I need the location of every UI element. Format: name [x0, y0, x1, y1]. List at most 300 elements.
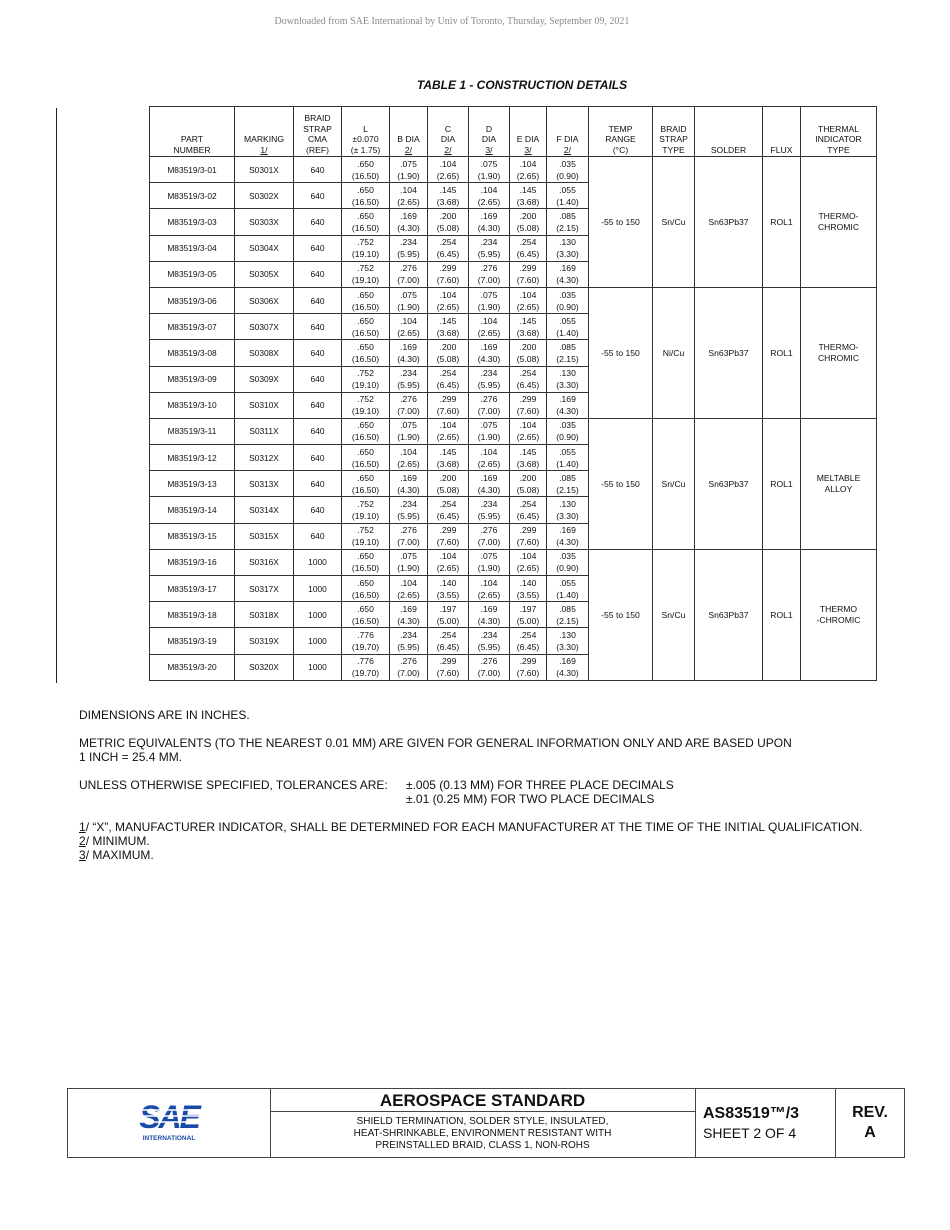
dim-value: .299 — [519, 525, 537, 536]
note-dimensions: DIMENSIONS ARE IN INCHES. — [79, 708, 250, 722]
dim-value: .104 — [400, 184, 417, 195]
dim-b-cell — [390, 576, 428, 602]
dim-l-cell — [342, 628, 390, 654]
dim-value: (1.40) — [556, 458, 579, 469]
table-header-row — [150, 107, 877, 157]
dim-value: .200 — [519, 341, 537, 352]
part-number-cell: M83519/3-08 — [150, 340, 235, 366]
sae-logo — [68, 1089, 270, 1157]
footnote-3 — [79, 848, 862, 862]
dim-value: (19.10) — [351, 275, 380, 286]
header-line: E DIA — [516, 134, 540, 144]
header-line: TEMP — [608, 123, 633, 134]
dim-value: (6.45) — [436, 249, 460, 260]
dim-value: (2.15) — [556, 615, 579, 626]
header-line: STRAP — [303, 123, 332, 134]
standard-type: AEROSPACE STANDARD — [270, 1089, 695, 1112]
temp-range-cell: -55 to 150 — [589, 549, 653, 680]
marking-cell: S0304X — [235, 235, 294, 261]
header-solder: SOLDER — [695, 107, 763, 157]
dim-value: .650 — [357, 184, 374, 195]
dim-d-cell — [469, 157, 510, 183]
dim-value: .055 — [559, 577, 576, 588]
dim-value: .055 — [559, 315, 576, 326]
dim-value: .085 — [559, 603, 576, 614]
header-line: 3/ — [524, 144, 532, 155]
header-line: ±0.070 — [352, 134, 379, 144]
dim-value: .075 — [480, 158, 498, 169]
dim-value: (6.45) — [516, 641, 540, 652]
dim-value: .776 — [357, 629, 374, 640]
header-line: THERMAL — [817, 123, 860, 134]
dim-c-cell — [428, 314, 469, 340]
header-line: (± 1.75) — [350, 144, 381, 155]
dim-l-cell — [342, 523, 390, 549]
braid-cma-cell: 1000 — [294, 576, 342, 602]
dim-value: .169 — [559, 263, 576, 274]
dim-c-cell — [428, 287, 469, 313]
header-line: TYPE — [827, 144, 850, 155]
dim-b-cell — [390, 523, 428, 549]
dim-f-cell — [547, 392, 589, 418]
dim-value: .055 — [559, 446, 576, 457]
dim-value: (7.60) — [516, 668, 540, 679]
group-line: ALLOY — [824, 483, 853, 494]
dim-e-cell — [510, 628, 547, 654]
braid-type-cell: Ni/Cu — [653, 287, 695, 418]
dim-value: (7.00) — [397, 275, 420, 286]
marking-cell: S0308X — [235, 340, 294, 366]
dim-value: (4.30) — [556, 668, 579, 679]
marking-cell: S0317X — [235, 576, 294, 602]
thermal-indicator-cell — [801, 418, 877, 549]
footnote-1 — [79, 820, 862, 834]
dim-c-cell — [428, 497, 469, 523]
dim-value: .145 — [519, 446, 537, 457]
dim-value: (2.65) — [516, 301, 540, 312]
dim-l-cell — [342, 183, 390, 209]
dim-l-cell — [342, 340, 390, 366]
dim-value: .752 — [357, 499, 374, 510]
dim-f-cell — [547, 209, 589, 235]
dim-value: .276 — [400, 394, 417, 405]
part-number-cell: M83519/3-03 — [150, 209, 235, 235]
header-line: BRAID — [660, 123, 687, 134]
construction-details-table — [149, 106, 877, 681]
dim-f-cell — [547, 340, 589, 366]
dim-value: (3.68) — [436, 458, 460, 469]
sheet-number: SHEET 2 OF 4 — [703, 1125, 797, 1141]
dim-value: .650 — [357, 315, 374, 326]
dim-l-cell — [342, 209, 390, 235]
header-b-dia — [390, 107, 428, 157]
dim-value: .085 — [559, 210, 576, 221]
note-metric-line-1: METRIC EQUIVALENTS (TO THE NEAREST 0.01 MM) ARE GIVEN FOR GENERAL INFORMATION ONLY AND ARE BASED UPON — [79, 736, 792, 750]
dim-e-cell — [510, 287, 547, 313]
dim-value: (19.10) — [351, 537, 380, 548]
dim-value: .254 — [439, 237, 457, 248]
dim-value: .169 — [400, 603, 417, 614]
dim-value: .169 — [480, 603, 498, 614]
dim-b-cell — [390, 183, 428, 209]
dim-d-cell — [469, 445, 510, 471]
dim-l-cell — [342, 576, 390, 602]
dim-f-cell — [547, 471, 589, 497]
dim-value: (5.95) — [477, 249, 501, 260]
dim-d-cell — [469, 340, 510, 366]
group-line: MELTABLE — [816, 473, 861, 484]
dim-f-cell — [547, 157, 589, 183]
dim-value: (2.65) — [397, 458, 420, 469]
temp-range-cell: -55 to 150 — [589, 287, 653, 418]
dim-value: (2.15) — [556, 484, 579, 495]
dim-value: .254 — [439, 629, 457, 640]
dim-e-cell — [510, 209, 547, 235]
tolerance-three-place: ±.005 (0.13 MM) FOR THREE PLACE DECIMALS — [406, 778, 674, 792]
part-number-cell: M83519/3-07 — [150, 314, 235, 340]
dim-value: .085 — [559, 341, 576, 352]
dim-value: (16.50) — [351, 615, 380, 626]
dim-value: .254 — [519, 499, 537, 510]
dim-value: (2.65) — [516, 563, 540, 574]
dim-value: (16.50) — [351, 196, 380, 207]
dim-value: .169 — [559, 656, 576, 667]
dim-value: .075 — [400, 158, 417, 169]
dim-value: (3.68) — [436, 196, 460, 207]
dim-value: (4.30) — [556, 537, 579, 548]
dim-value: .104 — [400, 446, 417, 457]
dim-value: (0.90) — [556, 301, 579, 312]
flux-cell: ROL1 — [763, 157, 801, 288]
dim-d-cell — [469, 549, 510, 575]
dim-value: (4.30) — [556, 275, 579, 286]
dim-b-cell — [390, 445, 428, 471]
dim-e-cell — [510, 340, 547, 366]
dim-f-cell — [547, 576, 589, 602]
temp-range-cell: -55 to 150 — [589, 157, 653, 288]
part-number-cell: M83519/3-06 — [150, 287, 235, 313]
sae-logo-text: SAE — [139, 1099, 199, 1135]
dim-value: (5.08) — [436, 484, 460, 495]
dim-value: .299 — [439, 394, 457, 405]
braid-cma-cell: 640 — [294, 523, 342, 549]
header-line: TYPE — [662, 144, 685, 155]
header-part-number — [150, 107, 235, 157]
dim-value: (5.95) — [397, 249, 420, 260]
dim-f-cell — [547, 261, 589, 287]
dim-value: .145 — [439, 446, 457, 457]
dim-l-cell — [342, 261, 390, 287]
braid-cma-cell: 640 — [294, 392, 342, 418]
dim-value: .234 — [480, 499, 498, 510]
part-number-cell: M83519/3-11 — [150, 418, 235, 444]
dim-value: (7.00) — [477, 668, 501, 679]
dim-value: (6.45) — [436, 511, 460, 522]
braid-cma-cell: 640 — [294, 235, 342, 261]
dim-value: (16.50) — [351, 589, 380, 600]
braid-cma-cell: 1000 — [294, 628, 342, 654]
marking-cell: S0301X — [235, 157, 294, 183]
dim-value: .130 — [559, 499, 576, 510]
download-note: Downloaded from SAE International by Univ of Toronto, Thursday, September 09, 2021 — [274, 16, 630, 27]
marking-cell: S0307X — [235, 314, 294, 340]
dim-value: .104 — [519, 420, 537, 431]
dim-value: .197 — [519, 603, 537, 614]
dim-l-cell — [342, 235, 390, 261]
header-line: D — [485, 123, 493, 134]
dim-e-cell — [510, 602, 547, 628]
dim-value: .200 — [439, 472, 457, 483]
braid-cma-cell: 640 — [294, 157, 342, 183]
dim-value: (5.00) — [516, 615, 540, 626]
braid-cma-cell: 640 — [294, 261, 342, 287]
dim-l-cell — [342, 602, 390, 628]
part-number-cell: M83519/3-19 — [150, 628, 235, 654]
dim-value: (1.90) — [477, 301, 501, 312]
dim-value: (7.00) — [397, 406, 420, 417]
group-line: -CHROMIC — [816, 614, 861, 625]
marking-cell: S0313X — [235, 471, 294, 497]
dim-f-cell — [547, 549, 589, 575]
dim-e-cell — [510, 523, 547, 549]
dim-value: .169 — [480, 210, 498, 221]
dim-value: .169 — [400, 210, 417, 221]
part-number-cell: M83519/3-14 — [150, 497, 235, 523]
braid-type-cell: Sn/Cu — [653, 418, 695, 549]
dim-d-cell — [469, 314, 510, 340]
dim-value: (16.50) — [351, 458, 380, 469]
dim-b-cell — [390, 287, 428, 313]
flux-cell: ROL1 — [763, 418, 801, 549]
dim-value: .035 — [559, 420, 576, 431]
dim-value: (2.65) — [397, 589, 420, 600]
solder-cell: Sn63Pb37 — [695, 287, 763, 418]
dim-value: .145 — [519, 315, 537, 326]
dim-value: .650 — [357, 577, 374, 588]
footnote-2-mark: 2 — [79, 834, 86, 848]
dim-d-cell — [469, 497, 510, 523]
dim-value: (4.30) — [556, 406, 579, 417]
dim-value: (5.95) — [477, 511, 501, 522]
dim-value: (16.50) — [351, 327, 380, 338]
dim-l-cell — [342, 314, 390, 340]
part-number-cell: M83519/3-10 — [150, 392, 235, 418]
dim-value: (7.60) — [516, 406, 540, 417]
dim-e-cell — [510, 261, 547, 287]
dim-value: (5.08) — [436, 353, 460, 364]
header-line: RANGE — [605, 134, 636, 144]
dim-value: (7.00) — [397, 668, 420, 679]
dim-f-cell — [547, 654, 589, 680]
dim-value: (2.65) — [477, 589, 501, 600]
header-braid-type — [653, 107, 695, 157]
dim-value: .752 — [357, 237, 374, 248]
dim-value: (0.90) — [556, 563, 579, 574]
dim-c-cell — [428, 418, 469, 444]
part-number-cell: M83519/3-05 — [150, 261, 235, 287]
dim-c-cell — [428, 366, 469, 392]
dim-value: .140 — [519, 577, 537, 588]
dim-value: .075 — [480, 551, 498, 562]
dim-value: .276 — [480, 394, 498, 405]
header-braid-cma — [294, 107, 342, 157]
braid-cma-cell: 640 — [294, 340, 342, 366]
dim-b-cell — [390, 314, 428, 340]
dim-e-cell — [510, 471, 547, 497]
table-row — [150, 157, 877, 183]
dim-value: .104 — [439, 289, 457, 300]
dim-value: .035 — [559, 158, 576, 169]
braid-cma-cell: 1000 — [294, 602, 342, 628]
tolerance-label: UNLESS OTHERWISE SPECIFIED, TOLERANCES ARE: — [79, 778, 388, 792]
footnote-2 — [79, 834, 862, 848]
dim-value: .299 — [519, 656, 537, 667]
dim-value: .169 — [480, 472, 498, 483]
dim-value: (6.45) — [516, 380, 540, 391]
dim-f-cell — [547, 628, 589, 654]
dim-value: (16.50) — [351, 484, 380, 495]
thermal-indicator-cell — [801, 549, 877, 680]
dim-value: .197 — [439, 603, 457, 614]
marking-cell: S0311X — [235, 418, 294, 444]
dim-e-cell — [510, 418, 547, 444]
dim-c-cell — [428, 654, 469, 680]
revision-margin-bar — [56, 108, 57, 683]
dim-value: (3.68) — [516, 327, 540, 338]
solder-cell: Sn63Pb37 — [695, 157, 763, 288]
dim-c-cell — [428, 523, 469, 549]
dim-value: .035 — [559, 289, 576, 300]
dim-value: (19.10) — [351, 406, 380, 417]
footnote-1-mark: 1 — [79, 820, 86, 834]
dim-value: (3.68) — [516, 196, 540, 207]
dim-l-cell — [342, 445, 390, 471]
dim-value: .650 — [357, 446, 374, 457]
dim-value: .752 — [357, 394, 374, 405]
dim-value: (1.90) — [397, 170, 420, 181]
marking-cell: S0314X — [235, 497, 294, 523]
dim-f-cell — [547, 602, 589, 628]
footnote-1-text: / “X”, MANUFACTURER INDICATOR, SHALL BE DETERMINED FOR EACH MANUFACTURER AT THE TIME OF THE INITIAL QUALIFICATION. — [85, 820, 863, 834]
dim-value: (4.30) — [477, 484, 501, 495]
dim-value: .299 — [519, 263, 537, 274]
dim-value: .650 — [357, 158, 374, 169]
dim-value: (7.00) — [477, 406, 501, 417]
dim-value: (6.45) — [516, 249, 540, 260]
dim-value: (5.08) — [516, 484, 540, 495]
dim-value: .234 — [400, 499, 417, 510]
part-number-cell: M83519/3-01 — [150, 157, 235, 183]
dim-value: .169 — [559, 394, 576, 405]
header-flux: FLUX — [763, 107, 801, 157]
header-line: (REF) — [306, 144, 329, 155]
document-title — [270, 1112, 695, 1152]
dim-value: .752 — [357, 263, 374, 274]
dim-e-cell — [510, 392, 547, 418]
dim-value: .130 — [559, 368, 576, 379]
dim-value: (5.08) — [436, 222, 460, 233]
dim-value: .254 — [519, 237, 537, 248]
header-l — [342, 107, 390, 157]
header-line: BRAID — [304, 113, 331, 123]
dim-value: .299 — [519, 394, 537, 405]
dim-value: .752 — [357, 525, 374, 536]
marking-cell: S0302X — [235, 183, 294, 209]
braid-cma-cell: 640 — [294, 471, 342, 497]
dim-l-cell — [342, 157, 390, 183]
header-line: 2/ — [444, 144, 452, 155]
dim-value: .752 — [357, 368, 374, 379]
dim-value: .276 — [480, 525, 498, 536]
dim-value: .276 — [400, 656, 417, 667]
dim-b-cell — [390, 157, 428, 183]
dim-value: (0.90) — [556, 432, 579, 443]
dim-value: (7.60) — [436, 275, 460, 286]
general-notes — [79, 708, 862, 862]
dim-value: .169 — [559, 525, 576, 536]
dim-value: .130 — [559, 237, 576, 248]
footnote-3-mark: 3 — [79, 848, 86, 862]
dim-value: (7.60) — [436, 537, 460, 548]
document-title-line-1: SHIELD TERMINATION, SOLDER STYLE, INSULATED, — [356, 1116, 609, 1127]
dim-value: (5.95) — [397, 380, 420, 391]
dim-e-cell — [510, 654, 547, 680]
dim-value: (4.30) — [397, 615, 420, 626]
dim-b-cell — [390, 628, 428, 654]
dim-c-cell — [428, 261, 469, 287]
table-row — [150, 549, 877, 575]
group-line: THERMO- — [818, 211, 859, 222]
dim-value: .140 — [439, 577, 457, 588]
dim-value: (4.30) — [477, 222, 501, 233]
flux-cell: ROL1 — [763, 549, 801, 680]
dim-value: (3.30) — [556, 511, 579, 522]
sae-logo-subtext: INTERNATIONAL — [142, 1135, 196, 1142]
dim-value: .104 — [480, 446, 498, 457]
part-number-cell: M83519/3-20 — [150, 654, 235, 680]
table-title: TABLE 1 - CONSTRUCTION DETAILS — [416, 78, 628, 92]
part-number-cell: M83519/3-09 — [150, 366, 235, 392]
dim-value: (2.65) — [516, 432, 540, 443]
dim-value: .104 — [519, 289, 537, 300]
dim-value: .169 — [480, 341, 498, 352]
dim-value: .075 — [480, 420, 498, 431]
dim-e-cell — [510, 366, 547, 392]
dim-value: .169 — [400, 472, 417, 483]
dim-value: (3.68) — [516, 458, 540, 469]
solder-cell: Sn63Pb37 — [695, 549, 763, 680]
dim-value: .650 — [357, 551, 374, 562]
part-number-cell: M83519/3-04 — [150, 235, 235, 261]
dim-value: .075 — [400, 551, 417, 562]
header-thermal-indicator — [801, 107, 877, 157]
dim-value: (7.60) — [436, 406, 460, 417]
dim-value: (16.50) — [351, 222, 380, 233]
dim-value: (2.65) — [397, 196, 420, 207]
braid-cma-cell: 1000 — [294, 549, 342, 575]
dim-l-cell — [342, 287, 390, 313]
dim-value: (16.50) — [351, 432, 380, 443]
footnote-2-text: / MINIMUM. — [85, 834, 150, 848]
dim-value: (1.40) — [556, 196, 579, 207]
dim-d-cell — [469, 523, 510, 549]
header-line: DIA — [481, 134, 497, 144]
dim-value: .200 — [519, 210, 537, 221]
marking-cell: S0318X — [235, 602, 294, 628]
dim-d-cell — [469, 602, 510, 628]
header-temp-range — [589, 107, 653, 157]
dim-b-cell — [390, 471, 428, 497]
